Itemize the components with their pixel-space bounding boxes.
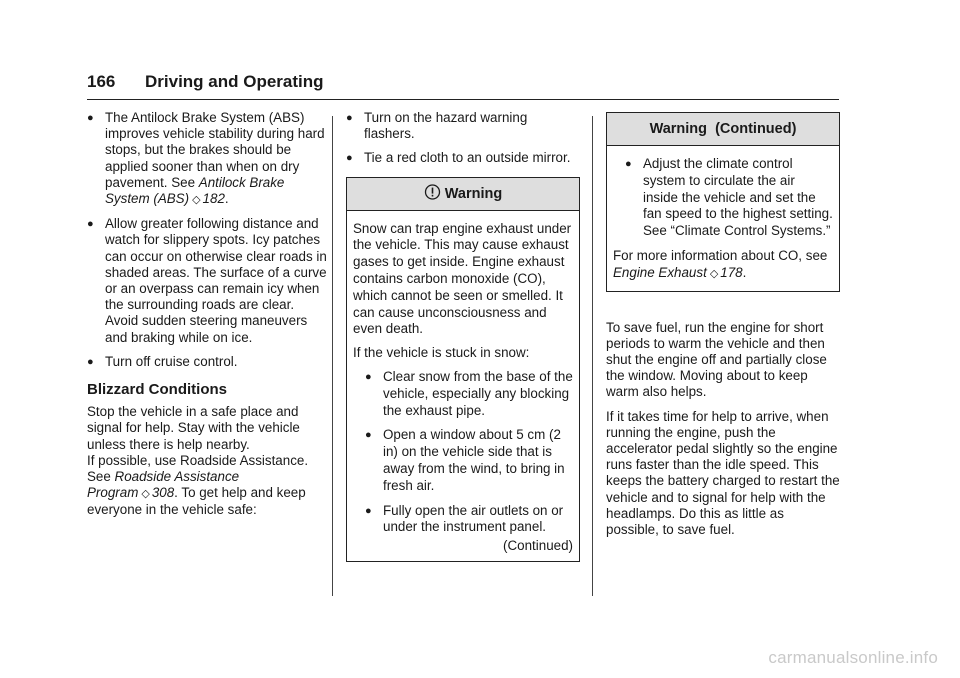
paragraph: To save fuel, run the engine for short periods to warm the vehicle and then shut the engine off and partially close the window. Moving about to keep warm also helps.	[606, 319, 827, 400]
cross-reference-link[interactable]: Antilock Brake System (ABS)	[105, 174, 285, 207]
paragraph: Stop the vehicle in a safe place and signal for help. Stay with the vehicle unless there is help nearby.	[87, 404, 300, 452]
bullet-icon: ●	[346, 112, 353, 124]
page-reference[interactable]: 308	[151, 485, 175, 501]
paragraph: Snow can trap engine exhaust under the vehicle. This may cause exhaust gases to get inside. Engine exhaust contains carbon monoxide (CO), which cannot be seen or smelled. It can cause unconsciousness and even death.	[353, 220, 572, 337]
continued-label: (Continued)	[503, 538, 573, 554]
column-left	[87, 110, 327, 527]
warning-body	[607, 146, 839, 291]
warning-icon	[424, 184, 441, 200]
list-item: ● The Antilock Brake System (ABS) improves vehicle stability during hard stops, but the brakes should be applied sooner than when on dry pavement. See Antilock Brake System (ABS) ◇ 182.	[87, 110, 327, 208]
warning-title: Warning (Continued)	[649, 121, 797, 137]
paragraph: If it takes time for help to arrive, when running the engine, push the accelerator pedal slightly so the engine runs faster than the idle speed. This keeps the battery charged to restart the vehicle and to signal for help with the headlamps. Do this as little as possible, to save fuel.	[606, 408, 840, 538]
column-middle	[346, 110, 580, 562]
list-item: ● Turn off cruise control.	[87, 353, 238, 369]
column-right	[606, 110, 840, 546]
bullet-icon: ●	[625, 158, 632, 170]
list-item: ● Tie a red cloth to an outside mirror.	[346, 150, 571, 166]
cross-reference-link[interactable]: Engine Exhaust	[613, 264, 707, 280]
bullet-icon: ●	[346, 152, 353, 165]
warning-box-continued	[606, 112, 840, 292]
list-item: ● Adjust the climate control system to circulate the air inside the vehicle and set the fan speed to the highest setting. See “Climate Control Systems.”	[625, 156, 833, 239]
bullet-icon: ●	[87, 112, 94, 124]
paragraph: If possible, use Roadside Assistance. See Roadside Assistance Program ◇ 308. To get help and keep everyone in the vehicle safe:	[87, 452, 309, 518]
chapter-title: Driving and Operating	[145, 72, 324, 91]
bullet-icon: ●	[365, 429, 372, 442]
watermark: carmanualsonline.info	[768, 648, 938, 667]
page-reference[interactable]: 178	[720, 264, 743, 280]
list-item: ● Clear snow from the base of the vehicle, especially any blocking the exhaust pipe.	[365, 368, 573, 418]
bullet-icon: ●	[87, 355, 94, 368]
list-item: ● Allow greater following distance and watch for slippery spots. Icy patches can occur on otherwise clear roads in shaded areas. The surface of a curve or an overpass can remain icy when the surrounding roads are clear. Avoid sudden steering maneuvers and braking while on ice.	[87, 216, 327, 345]
page-number: 166	[87, 72, 116, 91]
paragraph: For more information about CO, see Engine Exhaust ◇ 178.	[613, 247, 828, 280]
column-divider	[592, 116, 593, 596]
warning-box	[346, 177, 580, 562]
warning-header	[347, 178, 579, 211]
page-reference-icon: ◇	[709, 267, 719, 280]
warning-header	[607, 113, 839, 146]
section-heading: Blizzard Conditions	[87, 381, 227, 399]
page-reference-icon: ◇	[192, 194, 201, 207]
page-reference-icon: ◇	[141, 488, 150, 501]
bullet-icon: ●	[365, 370, 372, 383]
list-item: ● Fully open the air outlets on or under the instrument panel.	[365, 502, 564, 535]
list-item: ● Turn on the hazard warning flashers.	[346, 110, 528, 142]
page-reference[interactable]: 182	[202, 191, 225, 207]
bullet-icon: ●	[87, 218, 94, 231]
paragraph: If the vehicle is stuck in snow:	[353, 345, 530, 361]
page-header	[87, 72, 839, 100]
list-item: ● Open a window about 5 cm (2 in) on the vehicle side that is away from the wind, to bring in fresh air.	[365, 427, 565, 493]
column-divider	[332, 116, 333, 596]
warning-title: Warning	[444, 185, 503, 202]
warning-body	[347, 211, 579, 561]
cross-reference-link[interactable]: Roadside Assistance Program	[87, 469, 240, 501]
bullet-icon: ●	[365, 504, 372, 517]
